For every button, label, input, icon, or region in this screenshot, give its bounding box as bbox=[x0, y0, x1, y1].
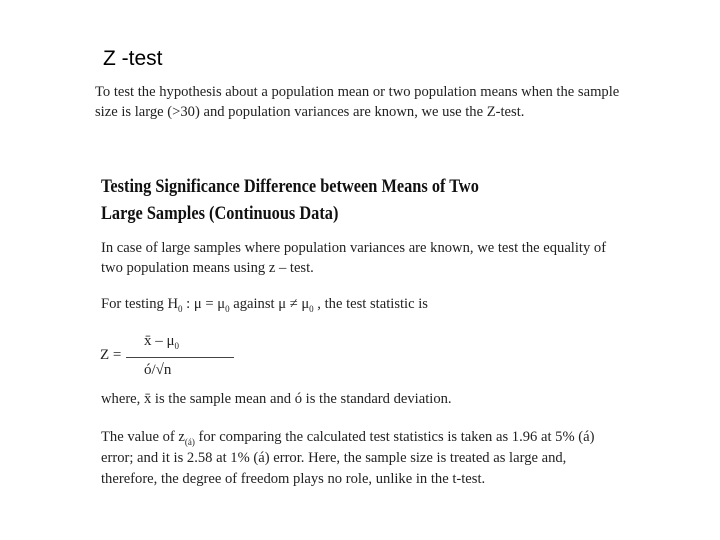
intro-paragraph: To test the hypothesis about a population mean or two population means when the sample size is large (>30) and population variances are known, we use the Z-test. bbox=[95, 84, 620, 120]
slide-title: Z -test bbox=[103, 47, 163, 70]
z-subscript: (á) bbox=[184, 436, 195, 447]
hypothesis-text-4: , the test statistic is bbox=[313, 296, 428, 312]
fraction-bar bbox=[126, 357, 234, 358]
hypothesis-text-3: against μ ≠ μ bbox=[229, 296, 310, 312]
hypothesis-statement bbox=[101, 294, 626, 314]
section-heading: Testing Significance Difference between Means of Two Large Samples (Continuous Data) bbox=[101, 176, 479, 224]
large-samples-paragraph: In case of large samples where population variances are known, we test the equality of two population means using z – test. bbox=[101, 240, 607, 276]
hypothesis-text-2: : μ = μ bbox=[182, 296, 226, 312]
where-paragraph: where, x̄ is the sample mean and ó is the standard deviation. bbox=[101, 391, 452, 407]
critical-text-2: for comparing the calculated test statistics is taken as 1.96 at 5% (á) error; and it is 2.58 at 1% (á) error. Here, the sample size is treated as large and, therefore, the degree of freedom plays no role, unlike in the t-test. bbox=[101, 429, 595, 487]
mu-subscript-1: 0 bbox=[225, 303, 230, 314]
critical-text-1: The value of z bbox=[101, 429, 185, 445]
numerator-subscript: 0 bbox=[174, 341, 180, 351]
numerator-text: x̄ – μ bbox=[144, 333, 175, 349]
z-formula bbox=[100, 333, 240, 385]
mu-subscript-2: 0 bbox=[309, 303, 314, 314]
hypothesis-text-1: For testing H bbox=[101, 296, 179, 312]
formula-denominator: ó/√n bbox=[144, 362, 172, 378]
null-subscript: 0 bbox=[178, 303, 183, 314]
formula-lhs: Z = bbox=[100, 347, 122, 363]
formula-numerator bbox=[144, 333, 179, 350]
critical-value-paragraph bbox=[101, 427, 626, 490]
